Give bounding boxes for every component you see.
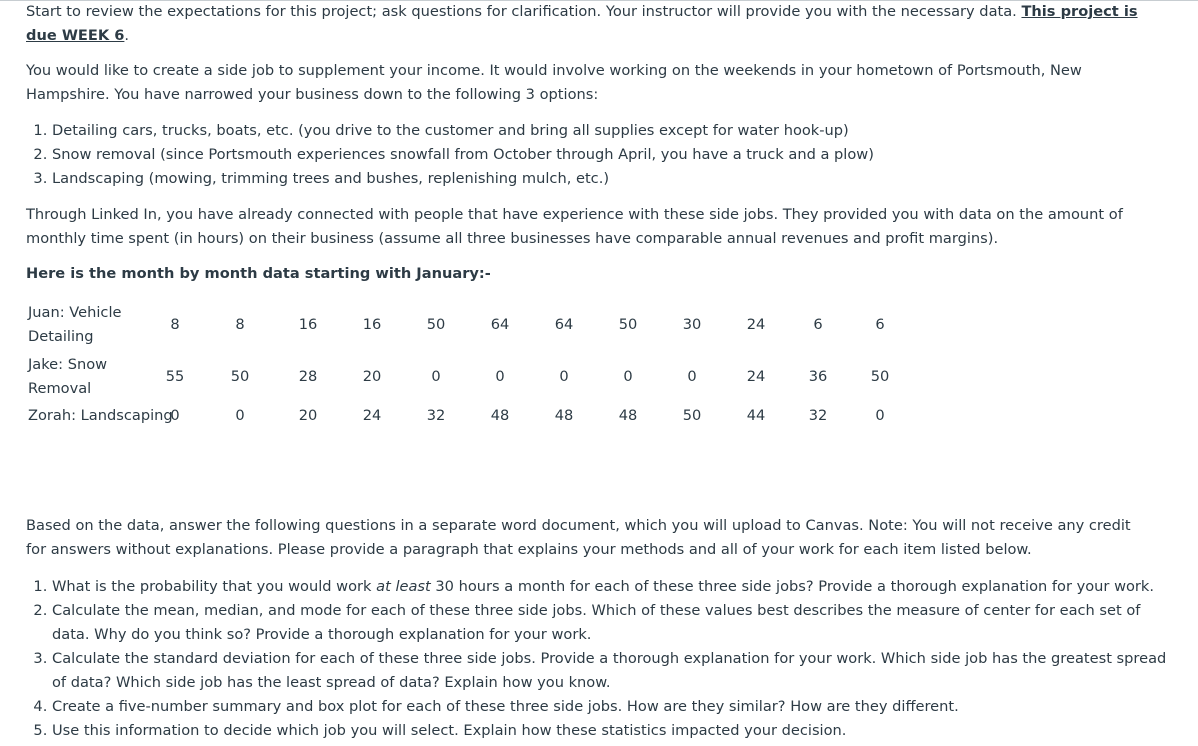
- table-cell: 50: [682, 407, 702, 424]
- table-cell: 36: [808, 368, 828, 385]
- row-label-line1: Jake: Snow: [28, 356, 108, 373]
- table-cell: 16: [362, 316, 382, 333]
- intro-text: Start to review the expectations for this project; ask questions for clarification. Your instructor will provide you with the necessary data.: [26, 3, 1022, 20]
- question-1-text-b: 30 hours a month for each of these three side jobs? Provide a thorough explanation for your work.: [430, 578, 1155, 595]
- intro-paragraph: [26, 0, 1151, 48]
- table-cell: 20: [298, 407, 318, 424]
- question-1-emphasis: at least: [376, 578, 431, 595]
- table-cell: 44: [746, 407, 766, 424]
- question-2: 2. Calculate the mean, median, and mode for each of these three side jobs. Which of these values best describes the measure of center for each set of data. Why do you think so? Provide a thorough explanation for your work.: [52, 599, 1172, 647]
- table-cell: 48: [554, 407, 574, 424]
- table-cell: 8: [235, 316, 245, 333]
- table-cell: 6: [875, 316, 885, 333]
- table-cell: 64: [554, 316, 574, 333]
- table-cell: 32: [808, 407, 828, 424]
- table-cell: 0: [431, 368, 441, 385]
- row-label-line1: Zorah: Landscaping: [28, 407, 173, 424]
- option-snow-removal: 2. Snow removal (since Portsmouth experiences snowfall from October through April, you have a truck and a plow): [52, 143, 1172, 167]
- table-cell: 24: [746, 368, 766, 385]
- scenario-paragraph: You would like to create a side job to supplement your income. It would involve working on the weekends in your hometown of Portsmouth, New Hampshire. You have narrowed your business down to the following 3 options:: [26, 62, 1082, 103]
- intro-period: .: [124, 27, 130, 44]
- options-list: [26, 119, 1172, 191]
- table-cell: 64: [490, 316, 510, 333]
- option-landscaping: 3. Landscaping (mowing, trimming trees and bushes, replenishing mulch, etc.): [52, 167, 1172, 191]
- table-cell: 8: [170, 316, 180, 333]
- row-label-juan: [28, 301, 122, 349]
- question-5: 5. Use this information to decide which job you will select. Explain how these statistics impacted your decision.: [52, 719, 1172, 743]
- table-cell: 24: [746, 316, 766, 333]
- table-cell: 48: [490, 407, 510, 424]
- table-cell: 20: [362, 368, 382, 385]
- table-cell: 0: [559, 368, 569, 385]
- due-date-link[interactable]: This project is due WEEK 6: [26, 3, 1138, 44]
- table-cell: 50: [618, 316, 638, 333]
- question-1-text-a: What is the probability that you would work: [52, 578, 377, 595]
- table-cell: 0: [875, 407, 885, 424]
- question-4: 4. Create a five-number summary and box plot for each of these three side jobs. How are they similar? How are they different.: [52, 695, 1172, 719]
- question-1: [52, 575, 1172, 599]
- table-cell: 50: [230, 368, 250, 385]
- row-label-jake: [28, 353, 107, 401]
- linkedin-paragraph: Through Linked In, you have already connected with people that have experience with these side jobs. They provided you with data on the amount of monthly time spent (in hours) on their business (assume all three businesses have comparable annual revenues and profit margins).: [26, 206, 1123, 247]
- table-cell: 28: [298, 368, 318, 385]
- table-cell: 0: [687, 368, 697, 385]
- table-cell: 55: [165, 368, 185, 385]
- row-label-line2: Detailing: [28, 328, 94, 345]
- row-label-line2: Removal: [28, 380, 92, 397]
- table-cell: 0: [495, 368, 505, 385]
- table-cell: 0: [623, 368, 633, 385]
- instructions-paragraph: Based on the data, answer the following questions in a separate word document, which you will upload to Canvas. Note: You will not receive any credit for answers without explanations. Please provide a paragraph that explains your methods and all of your work for each item listed below.: [26, 517, 1131, 558]
- option-detailing: 1. Detailing cars, trucks, boats, etc. (you drive to the customer and bring all supplies except for water hook-up): [52, 119, 1172, 143]
- questions-list: [26, 575, 1172, 743]
- table-cell: 50: [426, 316, 446, 333]
- table-cell: 0: [235, 407, 245, 424]
- question-3: 3. Calculate the standard deviation for each of these three side jobs. Provide a thorough explanation for your work. Which side job has the greatest spread of data? Which side job has the least spread of data? Explain how you know.: [52, 647, 1172, 695]
- row-label-line1: Juan: Vehicle: [28, 304, 122, 321]
- table-cell: 50: [870, 368, 890, 385]
- row-label-zorah: [28, 404, 173, 428]
- table-cell: 6: [813, 316, 823, 333]
- data-heading: Here is the month by month data starting with January:-: [26, 265, 491, 282]
- table-cell: 32: [426, 407, 446, 424]
- table-cell: 30: [682, 316, 702, 333]
- table-cell: 16: [298, 316, 318, 333]
- table-cell: 24: [362, 407, 382, 424]
- table-cell: 0: [170, 407, 180, 424]
- table-cell: 48: [618, 407, 638, 424]
